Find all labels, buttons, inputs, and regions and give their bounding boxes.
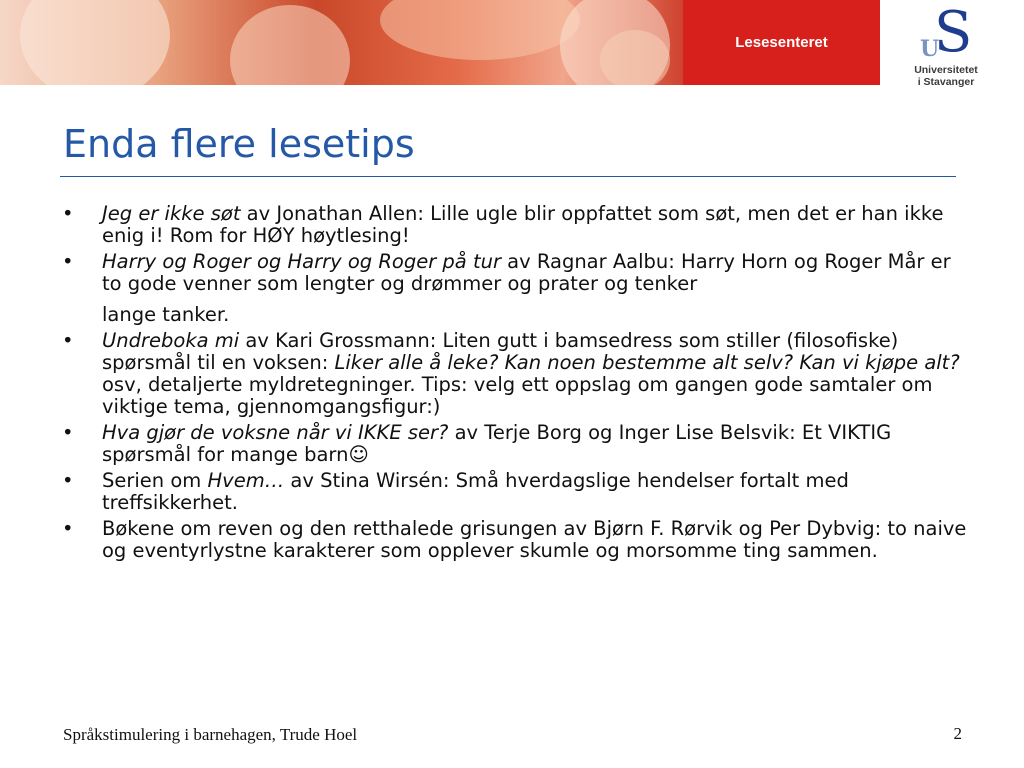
brand-box bbox=[683, 0, 880, 85]
book-description-continued: osv, detaljerte myldretegninger. Tips: velg ett oppslag om gangen gode samtaler om viktige tema, gjennomgangsfigur:) bbox=[102, 373, 933, 418]
book-description: av Terje Borg og Inger Lise Belsvik: Et VIKTIG spørsmål for mange barn☺ bbox=[102, 421, 892, 466]
book-description-continued: lange tanker. bbox=[102, 303, 230, 326]
book-title: Undreboka mi bbox=[102, 329, 240, 352]
list-item bbox=[62, 422, 967, 466]
list-item-text bbox=[102, 422, 967, 466]
bullet-dot: • bbox=[62, 329, 74, 352]
bullet-dot: • bbox=[62, 250, 74, 273]
book-description: Bøkene om reven og den retthalede grisungen av Bjørn F. Rørvik og Per Dybvig: to naive og eventyrlystne karakterer som opplever skumle og morsomme ting sammen. bbox=[102, 517, 967, 562]
bullet-list bbox=[62, 203, 967, 566]
bullet-dot: • bbox=[62, 202, 74, 225]
header-banner bbox=[0, 0, 880, 85]
list-item-text bbox=[102, 203, 967, 247]
slide-title: Enda flere lesetips bbox=[63, 122, 415, 166]
logo-name-line1: Universitetet bbox=[914, 64, 978, 76]
list-item bbox=[62, 470, 967, 514]
university-logo bbox=[900, 2, 992, 98]
book-title: Hva gjør de voksne når vi IKKE ser? bbox=[102, 421, 449, 444]
list-item bbox=[62, 251, 967, 326]
bullet-dot: • bbox=[62, 517, 74, 540]
list-item-text bbox=[102, 518, 967, 562]
series-prefix: Serien om bbox=[102, 469, 208, 492]
book-title: Hvem… bbox=[207, 469, 285, 492]
book-description: av Ragnar Aalbu: Harry Horn og Roger Mår er to gode venner som lengter og drømmer og prater og tenker bbox=[102, 250, 951, 295]
list-item bbox=[62, 518, 967, 562]
bullet-dot: • bbox=[62, 469, 74, 492]
list-item-text bbox=[102, 470, 967, 514]
logo-letter-s: S bbox=[934, 0, 973, 65]
book-description: av Jonathan Allen: Lille ugle blir oppfattet som søt, men det er han ikke enig i! Rom for HØY høytlesing! bbox=[102, 202, 944, 247]
list-item-text bbox=[102, 251, 967, 326]
list-item bbox=[62, 330, 967, 418]
book-title: Jeg er ikke søt bbox=[102, 202, 241, 225]
book-title: Harry og Roger og Harry og Roger på tur bbox=[102, 250, 501, 273]
bullet-dot: • bbox=[62, 421, 74, 444]
book-description: av Kari Grossmann: Liten gutt i bamsedress som stiller (filosofiske) spørsmål til en voksen: bbox=[102, 329, 899, 374]
banner-photo-highlight bbox=[380, 0, 580, 60]
banner-photo-highlight bbox=[20, 0, 170, 85]
logo-name-line2: i Stavanger bbox=[917, 76, 975, 88]
list-item-text bbox=[102, 330, 967, 418]
brand-label: Lesesenteret bbox=[735, 34, 828, 51]
list-item bbox=[62, 203, 967, 247]
logo-mark bbox=[900, 2, 992, 64]
quoted-questions: Liker alle å leke? Kan noen bestemme alt selv? Kan vi kjøpe alt? bbox=[334, 351, 960, 374]
book-description: av Stina Wirsén: Små hverdagslige hendelser fortalt med treffsikkerhet. bbox=[102, 469, 849, 514]
banner-photo-highlight bbox=[600, 30, 670, 85]
title-divider bbox=[60, 176, 956, 177]
banner-photo-highlight bbox=[230, 5, 350, 85]
page-number: 2 bbox=[953, 724, 962, 743]
footer-text: Språkstimulering i barnehagen, Trude Hoel bbox=[63, 725, 358, 744]
logo-letter-u: U bbox=[920, 36, 940, 62]
